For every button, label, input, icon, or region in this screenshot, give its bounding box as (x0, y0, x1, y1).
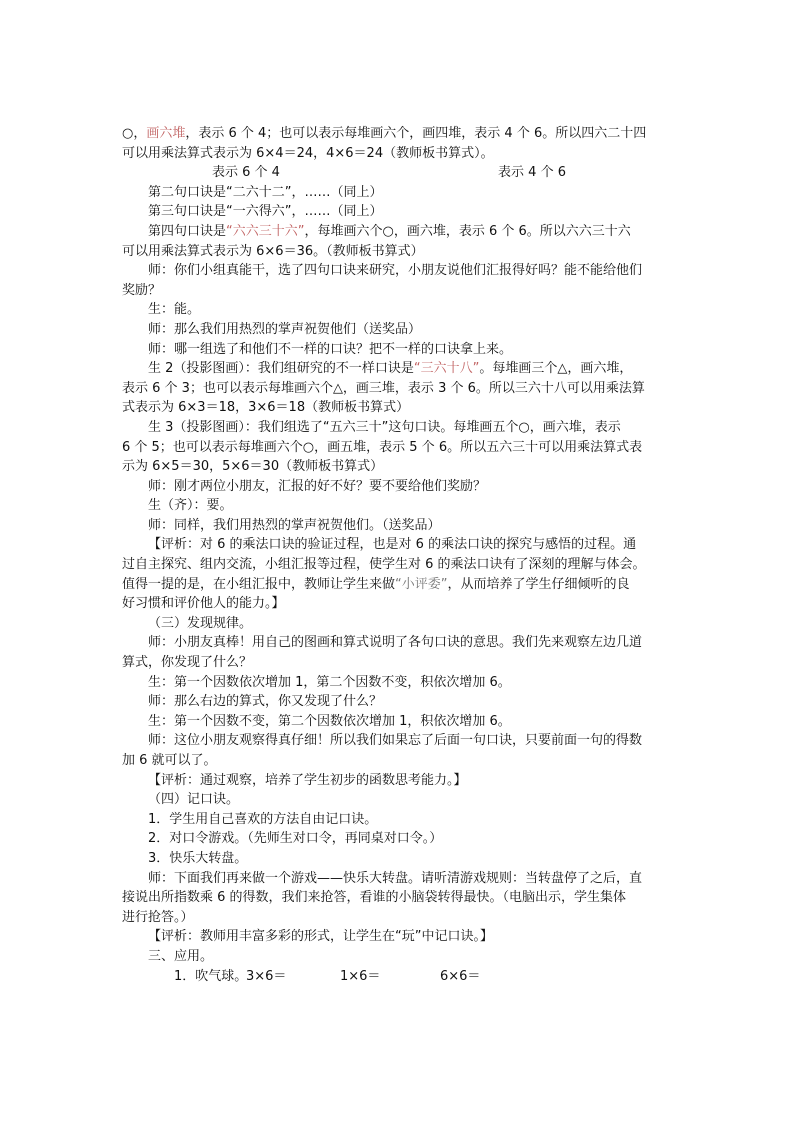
text-line (122, 516, 672, 536)
text-run: （四）记口诀。 (148, 792, 240, 808)
text-run: 加 6 就可以了。 (122, 753, 217, 768)
exercise-item: 6×6＝ (440, 968, 481, 984)
text-line (122, 202, 672, 222)
text-line (122, 731, 672, 751)
text-run: 师：这位小朋友观察得真仔细！所以我们如果忘了后面一句口诀，只要前面一句的得数 (148, 733, 643, 749)
text-run: 师：下面我们再来做一个游戏——快乐大转盘。请听清游戏规则：当转盘停了之后，直 (148, 870, 643, 886)
text-line (122, 947, 672, 967)
text-line (122, 810, 672, 830)
text-run: 6 个 5；也可以表示每堆画六个○，画五堆，表示 5 个 6。所以五六三十可以用乘法算式表 (122, 439, 643, 455)
text-run: 进行抢答。） (122, 909, 194, 925)
text-run: 生 2（投影图画）：我们组研究的不一样口诀是 (148, 361, 414, 377)
text-line (122, 124, 672, 144)
text-run: 【评析：教师用丰富多彩的形式，让学生在“玩”中记口诀。】 (148, 929, 493, 945)
text-line (122, 359, 672, 379)
text-line (122, 457, 672, 477)
text-run: 【评析：通过观察，培养了学生初步的函数思考能力。】 (148, 772, 467, 788)
text-line (122, 496, 672, 516)
text-line (122, 418, 672, 438)
text-run: 师：那么右边的算式，你又发现了什么？ (148, 694, 383, 710)
text-line (122, 261, 672, 281)
text-run: 值得一提的是，在小组汇报中，教师让学生来做 (122, 576, 396, 592)
text-run: 好习惯和评价他人的能力。】 (122, 596, 285, 612)
text-line (122, 771, 672, 791)
text-run: 表示 6 个 3；也可以表示每堆画六个△，画三堆，表示 3 个 6。所以三六十八可以用乘法算 (122, 380, 645, 396)
exercise-item: 1×6＝ (340, 968, 381, 984)
text-run: ，每堆画六个○，画六堆，表示 6 个 6。所以六六三十六 (304, 223, 631, 239)
text-line (122, 398, 672, 418)
text-line (122, 242, 672, 262)
text-line (122, 281, 672, 301)
text-run: 1．学生用自己喜欢的方法自由记口诀。 (148, 811, 378, 827)
text-line (122, 614, 672, 634)
text-run: 奖励？ (122, 282, 162, 298)
text-line (122, 653, 672, 673)
text-run: 画六堆 (146, 126, 186, 141)
text-line (122, 751, 672, 771)
text-run: 师：同样，我们用热烈的掌声祝贺他们。（送奖品） (148, 517, 441, 533)
board-label-left: 表示 6 个 4 (212, 165, 280, 181)
text-run: 式表示为 6×3＝18，3×6＝18（教师板书算式） (122, 400, 410, 416)
exercise-label: 1．吹气球。 (174, 968, 248, 984)
text-line (122, 908, 672, 928)
text-run: 示为 6×5＝30，5×6＝30（教师板书算式） (122, 459, 384, 475)
text-run: 生：能。 (148, 302, 201, 318)
text-line (122, 438, 672, 458)
text-run: 过自主探究、组内交流，小组汇报等过程，使学生对 6 的乘法口诀有了深刻的理解与体会。 (122, 557, 646, 573)
exercise-line (122, 967, 672, 987)
text-line (122, 829, 672, 849)
text-run: 第三句口诀是“一六得六”，……（同上） (148, 204, 383, 220)
text-line (122, 849, 672, 869)
text-run: “六六三十六” (226, 223, 305, 239)
text-line (122, 633, 672, 653)
text-run: 生（齐）：要。 (148, 498, 233, 514)
text-line (122, 888, 672, 908)
text-run: 师：刚才两位小朋友，汇报的好不好？要不要给他们奖励？ (148, 478, 487, 494)
text-run: 三、应用。 (148, 948, 214, 964)
text-line (122, 692, 672, 712)
document-body (122, 124, 672, 986)
text-line (122, 477, 672, 497)
text-run: 。每堆画三个△，画六堆， (479, 361, 633, 377)
board-label-right: 表示 4 个 6 (498, 165, 566, 181)
text-line (122, 555, 672, 575)
board-labels-row (122, 163, 672, 183)
text-run: “小评委” (395, 576, 448, 592)
text-run: 2．对口令游戏。（先师生对口令，再同桌对口令。） (148, 831, 443, 847)
text-run: 师：你们小组真能干，选了四句口诀来研究，小朋友说他们汇报得好吗？能不能给他们 (148, 263, 643, 279)
text-line (122, 320, 672, 340)
exercise-item: 3×6＝ (246, 968, 287, 984)
text-run: 3．快乐大转盘。 (148, 850, 248, 866)
text-line (122, 869, 672, 889)
text-line (122, 673, 672, 693)
text-line (122, 300, 672, 320)
text-line (122, 183, 672, 203)
text-run: 生：第一个因数不变，第二个因数依次增加 1，积依次增加 6。 (148, 713, 511, 729)
text-run: 接说出所指数乘 6 的得数，我们来抢答，看谁的小脑袋转得最快。（电脑出示，学生集体 (122, 890, 627, 906)
text-run: 生 3（投影图画）：我们组选了“五六三十”这句口诀。每堆画五个○，画六堆，表示 (148, 419, 621, 435)
text-run: “三六十八” (413, 361, 480, 377)
text-line (122, 222, 672, 242)
text-line (122, 340, 672, 360)
text-run: ，表示 6 个 4；也可以表示每堆画六个，画四堆，表示 4 个 6。所以四六二十四 (185, 126, 647, 141)
text-run: 生：第一个因数依次增加 1，第二个因数不变，积依次增加 6。 (148, 674, 511, 690)
text-line (122, 790, 672, 810)
text-line (122, 144, 672, 164)
text-run: 可以用乘法算式表示为 6×6＝36。（教师板书算式） (122, 243, 424, 259)
text-run: 第二句口诀是“二六十二”，……（同上） (148, 184, 383, 200)
text-run: 师：那么我们用热烈的掌声祝贺他们（送奖品） (148, 321, 422, 337)
text-run: 师：小朋友真棒！用自己的图画和算式说明了各句口诀的意思。我们先来观察左边几道 (148, 635, 643, 651)
text-line (122, 594, 672, 614)
text-line (122, 927, 672, 947)
text-run: 师：哪一组选了和他们不一样的口诀？把不一样的口诀拿上来。 (148, 341, 513, 357)
text-run: （三）发现规律。 (148, 615, 253, 631)
text-run: 【评析：对 6 的乘法口诀的验证过程，也是对 6 的乘法口诀的探究与感悟的过程。通 (148, 537, 637, 553)
text-run: 算式，你发现了什么？ (122, 655, 253, 671)
text-line (122, 535, 672, 555)
text-run: 第四句口诀是 (148, 223, 227, 239)
text-line (122, 575, 672, 595)
text-run: ○， (122, 126, 147, 141)
text-run: ，从而培养了学生仔细倾听的良 (447, 576, 630, 592)
text-line (122, 712, 672, 732)
text-line (122, 379, 672, 399)
text-run: 可以用乘法算式表示为 6×4＝24，4×6＝24（教师板书算式）。 (122, 145, 494, 161)
